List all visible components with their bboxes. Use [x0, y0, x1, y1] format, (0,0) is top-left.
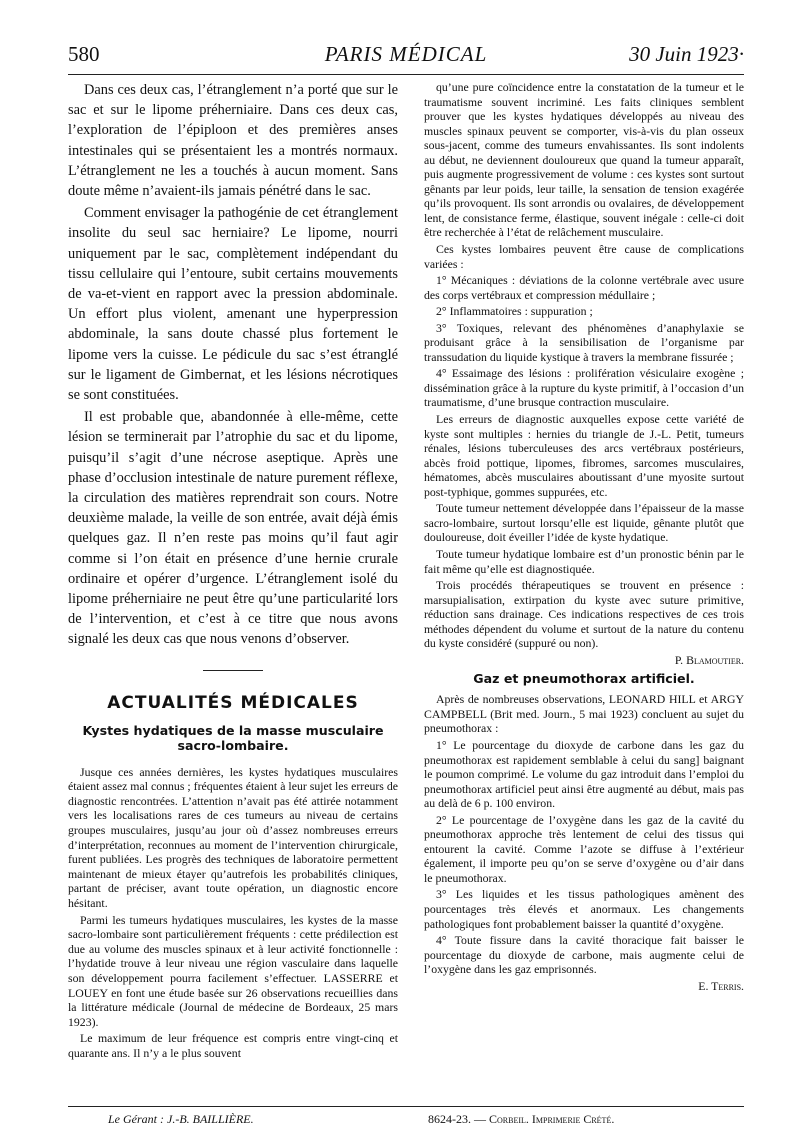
- left-column: [68, 80, 398, 1063]
- section-title: ACTUALITÉS MÉDICALES: [107, 692, 359, 713]
- journal-title: PARIS MÉDICAL: [324, 42, 488, 66]
- list-item: 3° Toxiques, relevant des phénomènes d’anaphylaxie se produisant grâce à la sensibilisation de l’organisme par transsudation du liquide kystique à travers la membrane fissurée ;: [424, 320, 744, 364]
- article-title: Gaz et pneumothorax artificiel.: [473, 671, 695, 687]
- paragraph: Trois procédés thérapeutiques se trouvent en présence : marsupialisation, extirpation du kyste avec suture primitive, réduction sans drainage. Ces indications respectives de ces trois méthodes dépendent du volume et surtout de la nature du contenu du kyste considéré (suppuré ou non).: [424, 578, 744, 651]
- case-discussion: [68, 80, 398, 650]
- author-signature: P. Blamoutier.: [674, 652, 744, 667]
- list-item: 2° Le pourcentage de l’oxygène dans les gaz de la cavité du pneumothorax approche très lentement de celui des tissus qui entourent la cavité. Comme l’azote se diffuse à l’extérieur également, il importe peu qu’on se serve d’oxygène ou d’air dans le pneumothorax.: [424, 812, 744, 885]
- paragraph: Les erreurs de diagnostic auxquelles expose cette variété de kyste sont multiples : hernies du triangle de J.-L. Petit, tumeurs rénales, lésions tuberculeuses des arcs vertébraux postérieurs, abcès froid pottique, lipomes, fibromes, sarcomes musculaires, hématomes, abcès musculaires aboutissant d’une myosite surtout post-typhique, gommes suppurées, etc.: [424, 412, 744, 499]
- list-item: 4° Essaimage des lésions : prolifération vésiculaire exogène ; dissémination grâce à la rupture du kyste primitif, à l’occasion d’un traumatisme, d’une brusque contraction musculaire.: [424, 366, 744, 410]
- printer-line: 8624-23. — Corbeil. Imprimerie Crété.: [428, 1112, 615, 1126]
- paragraph: Après de nombreuses observations, LEONARD HILL et ARGY CAMPBELL (Brit med. Journ., 5 mai 1923) concluent au sujet du pneumothorax :: [424, 692, 744, 736]
- paragraph: Le maximum de leur fréquence est compris entre vingt-cinq et quarante ans. Il n’y a le plus souvent: [68, 1031, 398, 1060]
- paragraph: Jusque ces années dernières, les kystes hydatiques musculaires étaient assez mal connus ; fréquentes étaient à leur sujet les erreurs de diagnostic rencontrées. L’attention n’avait pas été attirée notamment vers les localisations rares de ces tumeurs au niveau de certains groupes musculaires, jusqu’au jour où d’assez nombreuses erreurs d’interprétation, reconnues au moment de l’intervention chirurgicale, furent publiées. Les progrès des techniques de laboratoire permettent maintenant de mieux étayer qu’autrefois les probabilités cliniques, partant de préciser, avant toute opération, un diagnostic encore hésitant.: [68, 764, 398, 911]
- page-number: 580: [68, 42, 100, 66]
- section-divider: [203, 670, 263, 671]
- list-item: 3° Les liquides et les tissus pathologiques amènent des pourcentages très élevés et anormaux. Les changements pathologiques font probablement baisser la quantité d’oxygène.: [424, 887, 744, 931]
- paragraph: Dans ces deux cas, l’étranglement n’a porté que sur le sac et sur le lipome préherniaire. Dans ces deux cas, l’exploration de l’épiploon et des premières anses intestinales qui se présentaient les a montrés normaux. L’étranglement ne les a touchés à aucun moment. Sans doute même n’avaient-ils jamais pénétré dans le sac.: [68, 82, 398, 200]
- author-signature: E. Terris.: [698, 978, 744, 993]
- paragraph: Il est probable que, abandonnée à elle-même, cette lésion se terminerait par l’atrophie du sac et du lipome, puisqu’il s’agit d’une nécrose aseptique. Après une phase d’occlusion intestinale de nature purement réflexe, la circulation des matières reprendrait son cours. Notre deuxième malade, la veille de son entrée, avait déjà émis quelques gaz. Il n’en reste pas moins qu’il faut agir comme si l’on était en présence d’une hernie crurale ordinaire et opérer d’urgence. L’étranglement isolé du lipome préherniaire ne peut être qu’une particularité lors de l’intervention, et c’est à ce titre que nous avons signalé les deux cas que nous venons d’observer.: [68, 409, 398, 648]
- list-item: 4° Toute fissure dans la cavité thoracique fait baisser le pourcentage du dioxyde de carbone, mais augmente celui de l’oxygène dans les gaz emprisonnés.: [424, 933, 744, 977]
- issue-date: 30 Juin 1923·: [629, 42, 744, 66]
- paragraph: Comment envisager la pathogénie de cet étranglement insolite du seul sac herniaire? Le lipome, nourri uniquement par le sac, complètement indépendant du tissu cellulaire qui l’entoure, subit certains mouvements de va-et-vient en rapport avec la pression abdominale. Un effort plus violent, amenant une hyperpression abdominale, la sans doute chassé plus fortement le lipome vers la cuisse. Le pédicule du sac s’est étranglé sur le ligament de Gimbernat, et les lésions nécrotiques se sont constituées.: [68, 205, 398, 404]
- text-columns: [68, 80, 744, 1100]
- journal-page: [68, 40, 744, 1130]
- list-item: 1° Mécaniques : déviations de la colonne vertébrale avec usure des corps vertébraux et compression médullaire ;: [424, 273, 744, 302]
- publisher-manager: Le Gérant : J.-B. BAILLIÈRE.: [108, 1112, 254, 1126]
- paragraph: Toute tumeur nettement développée dans l’épaisseur de la masse sacro-lombaire, surtout lorsqu’elle est liquide, gênante plutôt que douloureuse, doit éveiller l’idée de kyste hydatique.: [424, 501, 744, 545]
- paragraph: Toute tumeur hydatique lombaire est d’un pronostic bénin par le fait même qu’elle est diagnostiquée.: [424, 546, 744, 576]
- list-item: 2° Inflammatoires : suppuration ;: [436, 304, 593, 319]
- paragraph: Ces kystes lombaires peuvent être cause de complications variées :: [424, 242, 744, 271]
- page-header: [68, 40, 744, 75]
- article-body: [68, 765, 398, 1061]
- page-footer: [68, 1106, 744, 1129]
- paragraph: Parmi les tumeurs hydatiques musculaires, les kystes de la masse sacro-lombaire sont particulièrement fréquents : cette prédilection est due au volume des muscles spinaux et à leur activité fonctionnelle : l’hydatide trouve à leur niveau une région vasculaire dans laquelle son développement pourra facilement s’effectuer. LASSERRE et LOUEY en font une étude basée sur 26 observations recueillies dans la littérature médicale (Journal de médecine de Bordeaux, 25 mars 1923).: [68, 912, 398, 1029]
- right-column: [424, 80, 744, 995]
- list-item: 1° Le pourcentage du dioxyde de carbone dans les gaz du pneumothorax est rapidement semblable à celui du sang] baignant le poumon comprimé. Le volume du gaz introduit dans l’emploi du pneumothorax artificiel peut ainsi être augmenté au début, mais pas au delà de 6 p. 100 environ.: [424, 737, 744, 811]
- article-title: Kystes hydatiques de la masse musculaire sacro-lombaire.: [82, 722, 384, 753]
- paragraph: qu’une pure coïncidence entre la constatation de la tumeur et le traumatisme souvent incriminé. Les faits cliniques semblent prouver que les kystes hydatiques développés au niveau des muscles spinaux peuvent se comporter, vis-à-vis du plan osseux sous-jacent, comme des tumeurs envahissantes. Ils sont indolents au début, ne deviennent douloureux que quand la tumeur apparaît, puis augmente progressivement de volume : ces kystes sont surtout gênants par leur poids, leur taille, la sensation de tension exagérée qu’ils provoquent. Ils sont arrondis ou ovalaires, de développement lent, de consistance ferme, élastique, souvent inégale : celle-ci doit être recherchée à l’état de relâchement musculaire.: [424, 80, 744, 240]
